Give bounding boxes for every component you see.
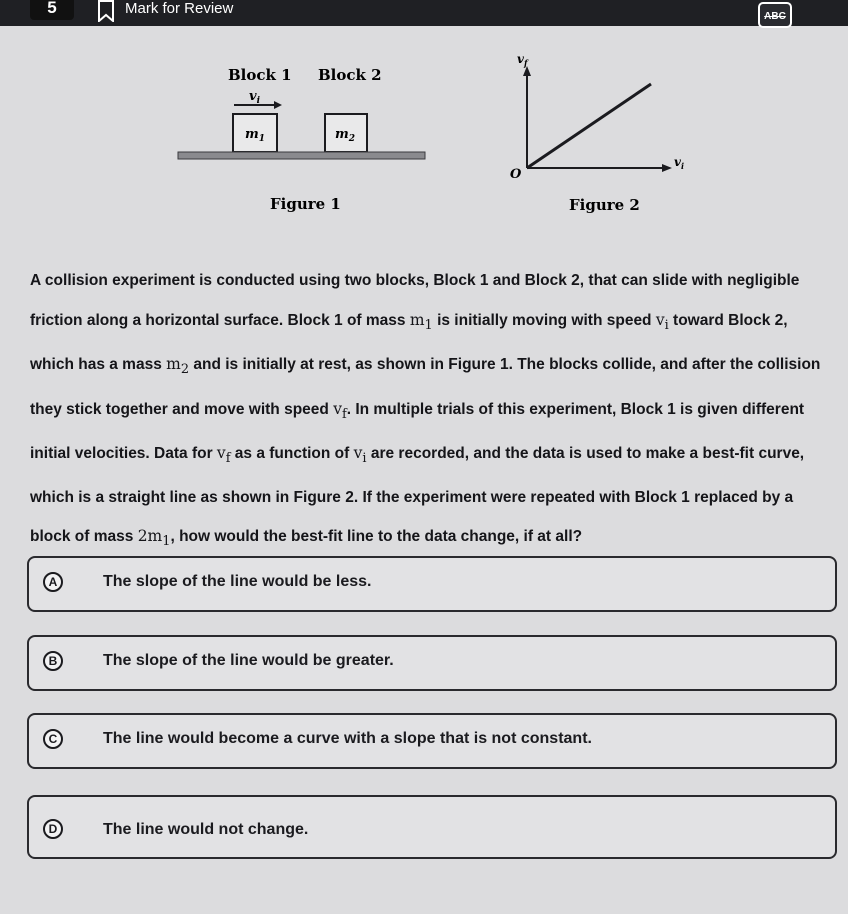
question-content (0, 26, 848, 914)
question-number: 5 (30, 0, 74, 20)
figure1-caption: Figure 1 (270, 195, 341, 213)
block1-mass: $m_1$ (245, 127, 266, 144)
mass-m1: $m_1$ (409, 310, 433, 333)
mass-m2: $m_2$ (166, 355, 190, 378)
bookmark-icon[interactable] (95, 0, 117, 22)
passage-text-7: are recorded, and the data is used to make a best-fit curve, which is a straight line as shown in Figure 2. If the experiment were repeated with Block 1 replaced by a block of mass (30, 445, 805, 546)
choice-text-b: The slope of the line would be greater. (103, 652, 394, 669)
origin-label: O (510, 167, 522, 182)
x-axis-arrowhead (662, 164, 672, 172)
answer-choice-b[interactable] (27, 635, 837, 691)
speed-vf-2: $v_f$ (216, 444, 231, 467)
x-axis-label: $v_i$ (674, 155, 685, 171)
answer-choice-a[interactable] (27, 556, 837, 612)
speed-vf: $v_f$ (333, 399, 347, 422)
passage-text-3: toward Block 2, which has a mass (30, 311, 788, 374)
answer-choice-d[interactable] (27, 795, 837, 859)
answer-eliminator-button[interactable]: ABC (758, 2, 792, 28)
choice-letter-d: D (43, 819, 63, 839)
figure-1 (178, 66, 425, 213)
best-fit-line (527, 84, 651, 168)
choice-text-a: The slope of the line would be less. (103, 573, 372, 590)
mass-2m1: $2m_1$ (137, 527, 171, 550)
velocity-label: $v_i$ (249, 89, 260, 106)
figure2-caption: Figure 2 (569, 196, 640, 214)
figure-2 (510, 52, 684, 214)
choice-letter-c: C (43, 729, 63, 749)
velocity-arrowhead (274, 101, 282, 109)
passage-text-2: is initially moving with speed (432, 311, 656, 329)
passage-text-8: , how would the best-fit line to the data change, if at all? (170, 528, 583, 546)
speed-vi-2: $v_i$ (353, 444, 367, 467)
choice-text-d: The line would not change. (103, 821, 309, 838)
choice-letter-a: A (43, 572, 63, 592)
block2-mass: $m_2$ (335, 127, 356, 144)
answer-choice-c[interactable] (27, 713, 837, 769)
passage-text-4: and is initially at rest, as shown in Figure 1. The blocks collide, and after the collision they stick together and move with speed (30, 356, 821, 418)
top-toolbar (0, 0, 848, 26)
passage-text-6: as a function of (230, 445, 354, 463)
mark-for-review-button[interactable]: Mark for Review (125, 0, 234, 17)
block1-label: Block 1 (228, 66, 292, 84)
question-passage (30, 262, 835, 562)
passage-text-1: A collision experiment is conducted using two blocks, Block 1 and Block 2, that can slide with negligible friction along a horizontal surface. Block 1 of mass (30, 272, 800, 329)
choice-text-c: The line would become a curve with a slope that is not constant. (103, 730, 592, 747)
y-axis-label: $v_f$ (517, 52, 528, 68)
passage-text-5: . In multiple trials of this experiment, Block 1 is given different initial velocities. Data for (30, 400, 805, 463)
speed-vi: $v_i$ (655, 310, 669, 333)
horizontal-surface (178, 152, 425, 159)
figures (0, 26, 848, 236)
block2-label: Block 2 (318, 66, 382, 84)
choice-letter-b: B (43, 651, 63, 671)
